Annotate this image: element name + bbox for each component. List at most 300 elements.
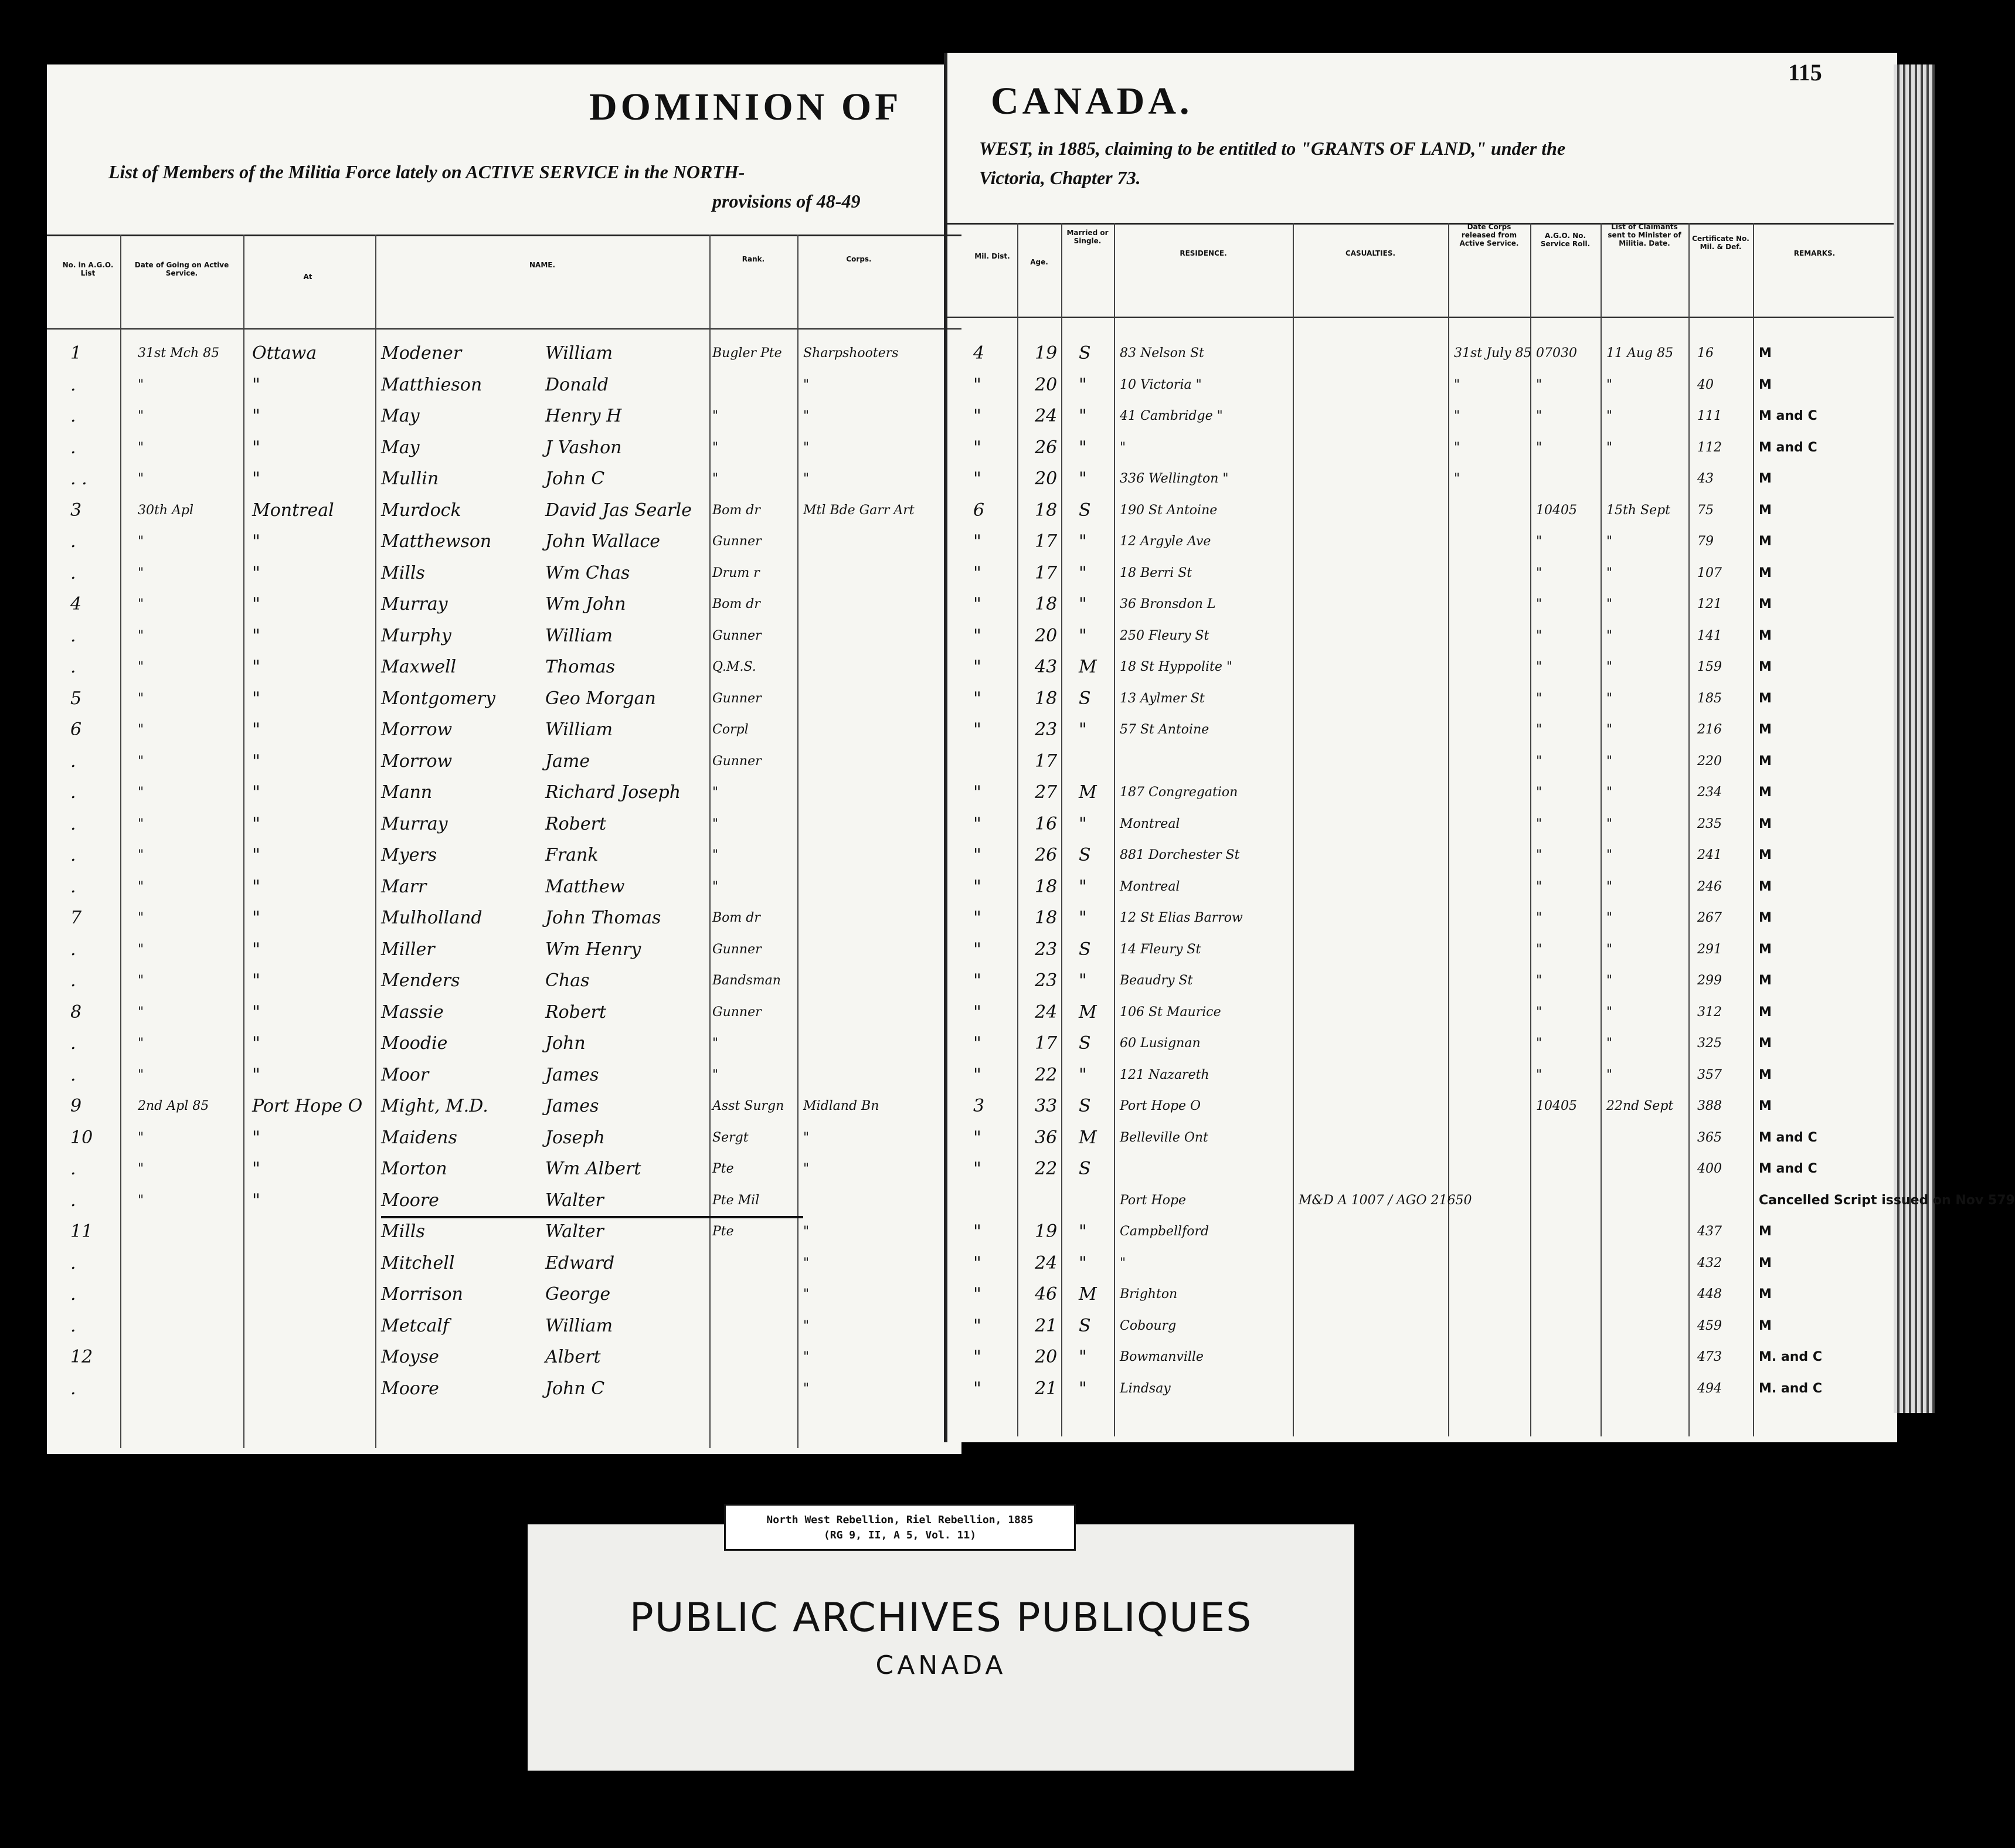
cell-rem: M [1759,691,1772,706]
cell-age: 33 [1035,1096,1058,1116]
cell-dist: " [973,406,981,426]
cell-dist: " [973,814,981,834]
cell-res: Montreal [1120,817,1180,831]
cell-rem: M and C [1759,1161,1817,1176]
cell-no: 11 [70,1221,93,1242]
cell-surname: Morrow [381,751,453,772]
cell-no: . [70,1316,76,1336]
cell-date: " [138,722,144,737]
cell-res: 18 St Hyppolite " [1120,660,1232,674]
cell-ago: " [1536,848,1542,862]
cell-res: 41 Cambridge " [1120,409,1223,423]
cell-list: " [1606,1068,1613,1082]
cell-at: " [252,814,260,834]
cell-surname: Mitchell [381,1253,455,1273]
header-bottom-rule-right [947,317,1894,318]
cell-cert: 121 [1697,597,1722,612]
cell-surname: Mills [381,1221,425,1242]
cell-no: 7 [70,908,82,928]
cell-dist: " [973,531,981,552]
col-divider [709,235,711,1448]
cell-surname: Maidens [381,1127,457,1148]
cell-res: 18 Berri St [1120,566,1192,580]
cell-age: 18 [1035,877,1058,897]
cell-res: 36 Bronsdon L [1120,597,1216,612]
cell-age: 17 [1035,563,1058,583]
cell-no: . [70,1190,76,1211]
cell-given: Donald [545,375,609,395]
cell-ms: " [1079,468,1087,489]
cell-rel: " [1454,378,1460,392]
cell-res: 190 St Antoine [1120,503,1218,518]
cell-dist: " [973,688,981,709]
cell-dist: " [973,1002,981,1022]
col-header-date: Date of Going on Active Service. [134,261,229,277]
cell-res: 57 St Antoine [1120,722,1209,737]
cell-rank: Drum r [712,566,760,580]
cell-list: " [1606,973,1613,988]
col-header-remarks: REMARKS. [1793,249,1836,257]
cell-list: " [1606,691,1613,706]
cell-dist: " [973,1065,981,1085]
cell-rem: M [1759,1068,1772,1082]
cell-no: 12 [70,1347,93,1367]
cell-res: 14 Fleury St [1120,942,1201,957]
col-divider [797,235,798,1448]
cell-list: 15th Sept [1606,503,1671,518]
cell-ms: " [1079,1378,1087,1399]
cell-rank: Sergt [712,1130,749,1145]
cell-given: George [545,1284,611,1305]
cell-rank: Q.M.S. [712,660,756,674]
cell-given: William [545,1316,613,1336]
cell-age: 21 [1035,1316,1058,1336]
cell-date: " [138,942,144,957]
cell-date: " [138,691,144,706]
cell-rank: Gunner [712,691,762,706]
cell-rank: Gunner [712,1005,762,1020]
cell-cert: 325 [1697,1036,1722,1051]
cell-rank: " [712,848,719,862]
cell-res: 83 Nelson St [1120,346,1204,361]
cell-no: . . [70,468,87,489]
cell-rank: " [712,817,719,831]
cell-at: " [252,1159,260,1179]
cell-date: " [138,597,144,612]
cell-rem: M [1759,471,1772,486]
cell-no: 8 [70,1002,82,1022]
cell-no: . [70,1065,76,1085]
cell-ago: " [1536,629,1542,643]
cell-date: " [138,1130,144,1145]
col-divider [375,235,376,1448]
cell-res: 12 St Elias Barrow [1120,911,1243,925]
cell-at: " [252,626,260,646]
cell-no: . [70,939,76,960]
cell-ms: " [1079,877,1087,897]
cell-ago: 10405 [1536,1099,1577,1113]
col-divider [1293,223,1294,1436]
cell-at: " [252,531,260,552]
archive-subtitle: CANADA [875,1650,1007,1680]
cell-rem: M. and C [1759,1381,1822,1396]
cell-cert: 459 [1697,1319,1722,1333]
cell-rel: " [1454,409,1460,423]
cell-dist: " [973,468,981,489]
col-divider [1448,223,1449,1436]
title-right: CANADA. [991,80,1193,123]
cell-ms: S [1079,688,1091,709]
cell-surname: Mann [381,782,433,803]
cell-res: " [1120,440,1126,455]
cell-surname: Murray [381,594,448,614]
cell-ms: " [1079,406,1087,426]
cell-rem: M [1759,942,1772,957]
cell-age: 46 [1035,1284,1058,1305]
col-header-released: Date Corps released from Active Service. [1459,223,1519,247]
cell-given: Robert [545,1002,607,1022]
cell-dist: " [973,939,981,960]
right-page [944,53,1897,1442]
cell-ms: " [1079,375,1087,395]
cell-surname: Murdock [381,500,461,521]
cell-age: 23 [1035,970,1058,991]
cell-list: 22nd Sept [1606,1099,1674,1113]
cell-ms: M [1079,1002,1097,1022]
cell-no: . [70,1378,76,1399]
col-header-name: NAME. [529,261,556,269]
cell-list: " [1606,534,1613,549]
cell-dist: " [973,1284,981,1305]
col-header-ago: A.G.O. No. Service Roll. [1540,232,1591,248]
cell-given: John Wallace [545,531,661,552]
cell-res: Montreal [1120,879,1180,894]
cell-ago: " [1536,660,1542,674]
cell-no: . [70,877,76,897]
col-header-no: No. in A.G.O. List [62,261,114,277]
cell-given: Robert [545,814,607,834]
cell-cert: 159 [1697,660,1722,674]
cell-age: 20 [1035,375,1058,395]
cell-ms: S [1079,1096,1091,1116]
cell-dist: " [973,1378,981,1399]
cell-res: 121 Nazareth [1120,1068,1209,1082]
cell-surname: Moore [381,1378,439,1399]
cell-age: 36 [1035,1127,1058,1148]
cell-surname: Morrison [381,1284,463,1305]
cell-dist: 3 [973,1096,985,1116]
cell-corps: " [803,378,810,392]
cell-surname: Moor [381,1065,429,1085]
cell-surname: Myers [381,845,437,865]
cell-dist: " [973,657,981,677]
cell-rem: M [1759,879,1772,894]
cell-surname: Menders [381,970,460,991]
cell-rem: M [1759,785,1772,800]
cell-cert: 365 [1697,1130,1722,1145]
cell-rank: Pte Mil [712,1193,760,1208]
cell-surname: Moore [381,1190,439,1211]
cell-ms: " [1079,908,1087,928]
cell-cert: 220 [1697,754,1722,769]
cell-date: " [138,534,144,549]
cell-list: " [1606,629,1613,643]
cell-ms: M [1079,1284,1097,1305]
cell-rem: M [1759,1099,1772,1113]
cell-no: . [70,531,76,552]
cell-rank: Pte [712,1161,734,1176]
cell-at: " [252,970,260,991]
cell-cert: 185 [1697,691,1722,706]
cell-age: 20 [1035,626,1058,646]
cell-res: Campbellford [1120,1224,1209,1239]
cell-dist: " [973,1347,981,1367]
cell-ms: " [1079,1065,1087,1085]
cell-rank: Bom dr [712,911,760,925]
cell-corps: Mtl Bde Garr Art [803,503,915,518]
col-header-list: List of Claimants sent to Minister of Militia. Date. [1608,223,1681,247]
cell-at: Port Hope O [252,1096,363,1116]
cell-cert: 79 [1697,534,1714,549]
cell-given: John C [545,468,605,489]
cell-res: Port Hope [1120,1193,1187,1208]
cell-age: 20 [1035,468,1058,489]
cell-date: " [138,1005,144,1020]
cell-ago: " [1536,785,1542,800]
col-divider [1114,223,1115,1436]
col-header-married: Married or Single. [1066,229,1109,245]
cell-list: " [1606,785,1613,800]
subtitle-left-2: provisions of 48-49 [712,191,861,212]
cell-surname: Mills [381,563,425,583]
cell-surname: May [381,437,420,458]
cell-res: Bowmanville [1120,1350,1204,1364]
cell-given: James [545,1065,599,1085]
cell-ago: " [1536,942,1542,957]
cell-ms: S [1079,1033,1091,1054]
cell-list: " [1606,879,1613,894]
cell-given: Thomas [545,657,616,677]
cell-res: Belleville Ont [1120,1130,1208,1145]
cell-rem: M [1759,817,1772,831]
cell-ms: S [1079,343,1091,364]
cell-given: William [545,343,613,364]
cell-age: 17 [1035,531,1058,552]
cell-cert: 107 [1697,566,1722,580]
cell-rem: M [1759,534,1772,549]
cell-cert: 246 [1697,879,1722,894]
cell-given: J Vashon [545,437,622,458]
cell-given: Albert [545,1347,601,1367]
cell-age: 26 [1035,437,1058,458]
cell-no: . [70,1284,76,1305]
col-header-casualties: CASUALTIES. [1345,249,1396,257]
cell-rank: Gunner [712,534,762,549]
cell-at: " [252,563,260,583]
cell-dist: " [973,1159,981,1179]
cell-age: 20 [1035,1347,1058,1367]
cell-no: . [70,626,76,646]
cell-cert: 141 [1697,629,1722,643]
cell-given: Geo Morgan [545,688,656,709]
cell-surname: Morrow [381,719,453,740]
cell-date: " [138,471,144,486]
cell-age: 18 [1035,594,1058,614]
cell-at: Ottawa [252,343,317,364]
cell-corps: " [803,1381,810,1396]
cell-dist: " [973,594,981,614]
cell-dist: " [973,437,981,458]
cell-rem: M and C [1759,409,1817,423]
cell-dist: " [973,1127,981,1148]
cell-age: 24 [1035,1002,1058,1022]
cell-given: Edward [545,1253,615,1273]
cell-corps: " [803,1256,810,1270]
cell-given: Wm John [545,594,626,614]
col-divider [1753,223,1754,1436]
cell-surname: Matthewson [381,531,492,552]
cell-list: " [1606,1005,1613,1020]
cell-age: 19 [1035,343,1058,364]
cell-cert: 234 [1697,785,1722,800]
cell-no: 1 [70,343,82,364]
cell-dist: " [973,782,981,803]
cell-rem: M [1759,660,1772,674]
cell-rank: " [712,440,719,455]
cell-list: " [1606,848,1613,862]
cell-rem: M [1759,911,1772,925]
cell-rank: " [712,879,719,894]
cell-res: 336 Wellington " [1120,471,1229,486]
cell-no: . [70,1159,76,1179]
cell-ago: " [1536,754,1542,769]
cell-cert: 16 [1697,346,1714,361]
cell-ms: " [1079,531,1087,552]
cell-cert: 400 [1697,1161,1722,1176]
cell-cert: 111 [1697,409,1722,423]
cell-date: " [138,911,144,925]
col-divider [1017,223,1018,1436]
cell-surname: Murray [381,814,448,834]
cell-rem: M [1759,1319,1772,1333]
cell-ago: " [1536,911,1542,925]
cell-res: 187 Congregation [1120,785,1238,800]
cell-list: " [1606,817,1613,831]
cell-rem: M [1759,566,1772,580]
cell-no: . [70,1033,76,1054]
cell-list: " [1606,942,1613,957]
cell-rem: M and C [1759,440,1817,455]
cell-list: " [1606,566,1613,580]
cell-given: Chas [545,970,590,991]
cell-ms: " [1079,814,1087,834]
cell-rem: M [1759,1005,1772,1020]
cell-surname: Montgomery [381,688,495,709]
col-header-corps: Corps. [846,255,872,263]
cell-ago: " [1536,973,1542,988]
cell-res: 60 Lusignan [1120,1036,1201,1051]
cell-cert: 112 [1697,440,1722,455]
cell-no: . [70,406,76,426]
cell-date: " [138,629,144,643]
cell-no: . [70,782,76,803]
cell-dist: " [973,719,981,740]
cell-dist: " [973,1253,981,1273]
cell-given: John [545,1033,586,1054]
cell-list: " [1606,409,1613,423]
cell-rank: Bom dr [712,503,760,518]
cell-no: . [70,845,76,865]
cell-surname: Metcalf [381,1316,449,1336]
cell-list: " [1606,378,1613,392]
cell-surname: Marr [381,877,427,897]
cell-no: . [70,751,76,772]
cell-cas: M&D A 1007 / AGO 21650 [1299,1193,1472,1208]
col-header-age: Age. [1030,258,1048,266]
cell-no: . [70,814,76,834]
cell-res: 12 Argyle Ave [1120,534,1211,549]
cell-at: " [252,1065,260,1085]
cell-ago: " [1536,440,1542,455]
cell-rel: " [1454,471,1460,486]
cell-corps: " [803,1224,810,1239]
cell-given: Walter [545,1190,604,1211]
cell-res: Beaudry St [1120,973,1193,988]
cell-rank: Gunner [712,629,762,643]
cell-date: " [138,440,144,455]
cell-given: Wm Henry [545,939,641,960]
cell-cert: 291 [1697,942,1722,957]
cell-list: " [1606,1036,1613,1051]
cell-age: 22 [1035,1159,1058,1179]
cell-surname: Moodie [381,1033,448,1054]
cell-ms: " [1079,1253,1087,1273]
cell-rank: " [712,1036,719,1051]
archive-label [724,1504,1076,1551]
cell-given: John C [545,1378,605,1399]
cell-no: 3 [70,500,82,521]
cell-list: " [1606,660,1613,674]
cell-ms: S [1079,500,1091,521]
cell-list: 11 Aug 85 [1606,346,1674,361]
cell-ms: " [1079,970,1087,991]
cell-rank: Bugler Pte [712,346,782,361]
cell-cert: 216 [1697,722,1722,737]
cell-res: 10 Victoria " [1120,378,1202,392]
cell-rem: M [1759,503,1772,518]
cell-list: " [1606,440,1613,455]
cell-ms: " [1079,563,1087,583]
cell-dist: " [973,1033,981,1054]
cell-surname: May [381,406,420,426]
cell-ago: 07030 [1536,346,1577,361]
cell-rem: M and C [1759,1130,1817,1145]
cell-dist: " [973,1316,981,1336]
cell-date: " [138,973,144,988]
cell-rem: M [1759,1256,1772,1270]
cell-surname: Might, M.D. [381,1096,488,1116]
cell-dist: 4 [973,343,985,364]
cell-corps: Midland Bn [803,1099,879,1113]
cell-surname: Murphy [381,626,451,646]
cell-at: " [252,437,260,458]
cell-dist: " [973,626,981,646]
cell-rem: M [1759,1036,1772,1051]
cell-at: " [252,594,260,614]
cell-cert: 432 [1697,1256,1722,1270]
cell-date: " [138,879,144,894]
col-divider [243,235,244,1448]
